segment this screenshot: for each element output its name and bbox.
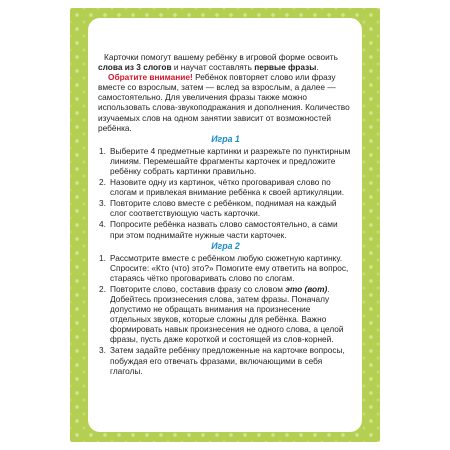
green-patterned-background: [70, 8, 380, 442]
list-item: 2. Повторите слово, составив фразу со словом это (вот). Добейтесь произнесения слова, затем фразы. Поначалу допустимо не обращать внимания на произнесение отдельных звуков, которые сложны для ребёнка. Важно формировать навык произнесения не одного слова, а целой фразы, пусть даже короткой и состоящей из слов-корней.: [99, 283, 344, 345]
list-item: 2. Назовите одну из картинок, чётко проговаривая слово по слогам и привлекая внимание ребёнка к своей артикуляции.: [99, 177, 345, 198]
list-item: 1. Выберите 4 предметные картинки и разрежьте по пунктирным линиям. Перемешайте фрагменты карточек и предложите ребёнку собрать картинки правильно.: [99, 145, 351, 176]
list-item: 3. Повторите слово вместе с ребёнком, поднимая на каждый слог соответствующую часть карточки.: [99, 198, 337, 219]
attention-label: Обратите внимание!: [108, 72, 193, 83]
intro-paragraph: Карточки помогут вашему ребёнку в игровой форме освоить слова из 3 слогов и научат составлять первые фразы.: [98, 52, 338, 73]
game-1-title: Игра 1: [211, 133, 240, 144]
list-item: 3. Затем задайте ребёнку предложенные на карточке вопросы, побуждая его отвечать фразами, включающими в себя глаголы.: [99, 345, 345, 376]
game-2-title: Игра 2: [211, 240, 240, 251]
list-item: 1. Рассмотрите вместе с ребёнком любую сюжетную картинку. Спросите: «Кто (что) это?» Помогите ему ответить на вопрос, стараясь чётко проговаривать слово по слогам.: [99, 252, 349, 283]
game-1-steps: [98, 146, 353, 240]
word-eto: это: [285, 283, 303, 294]
intro-bold-1: слова из 3 слогов: [98, 62, 172, 73]
attention-paragraph: Обратите внимание! Ребёнок повторяет слово или фразу вместе со взрослым, затем — вслед за взрослым, а далее — самостоятельно. Для увеличения фразы также можно использовать слова-звукоподражания и дополнения. Количество изучаемых слов на одном занятии зависит от возможностей ребёнка.: [98, 72, 350, 133]
intro-bold-2: первые фразы: [254, 62, 317, 73]
instruction-card: [88, 18, 362, 432]
list-item: 4. Попросите ребёнка назвать слово самостоятельно, а сами при этом поднимайте нужные части карточек.: [99, 219, 338, 240]
game-2-steps: [98, 253, 353, 376]
word-vot: (вот): [304, 283, 328, 294]
